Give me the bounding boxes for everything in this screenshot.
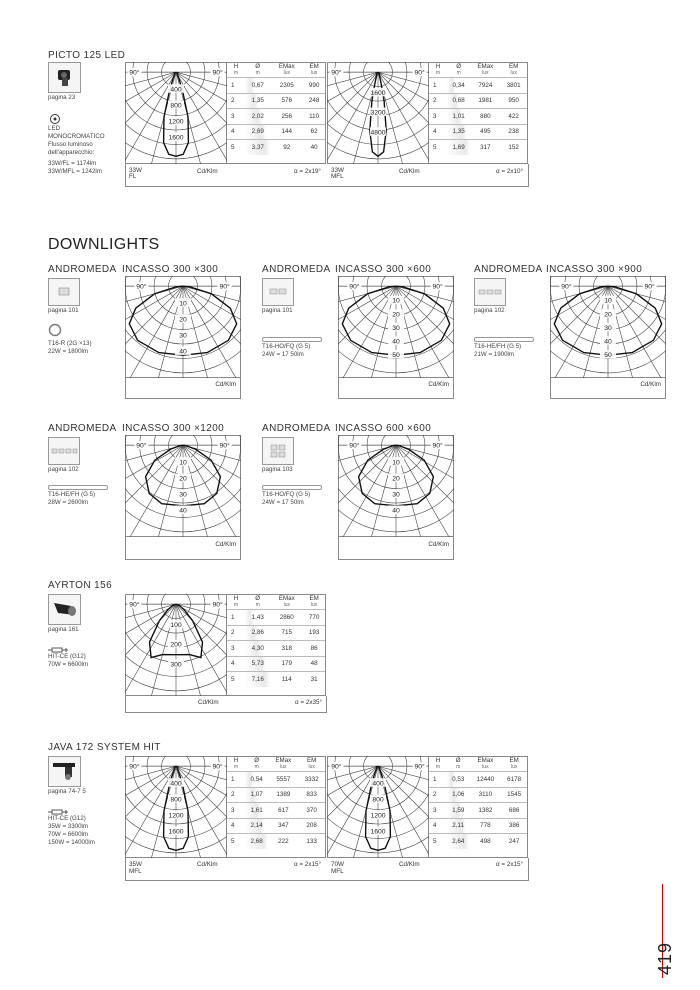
table-cell: 617 bbox=[268, 803, 298, 819]
picto-title: PICTO 125 LED bbox=[48, 50, 126, 61]
table-row bbox=[227, 672, 325, 687]
table-header: H m bbox=[435, 757, 441, 770]
ring-label: 400 bbox=[170, 86, 182, 94]
table-cell: 1382 bbox=[469, 803, 501, 819]
ring-label: 800 bbox=[170, 796, 182, 804]
table-cell: 7924 bbox=[470, 78, 500, 94]
product-name: ANDROMEDA bbox=[262, 423, 331, 434]
angle-label: 90° bbox=[129, 601, 140, 609]
table-cell: 2,68 bbox=[245, 834, 268, 849]
table-cell: 2,64 bbox=[447, 834, 469, 849]
table-row bbox=[429, 818, 527, 834]
table-cell: 3 bbox=[227, 641, 245, 657]
table-cell: 0,53 bbox=[447, 772, 469, 788]
lamp-info: T16-HE/FH (G 5) 28W = 2600lm bbox=[48, 491, 96, 506]
table-cell: 7,16 bbox=[245, 672, 270, 687]
table-cell: 92 bbox=[270, 140, 303, 155]
table-cell: 576 bbox=[270, 93, 303, 109]
table-row bbox=[429, 109, 527, 125]
product-model: INCASSO 300 ×600 bbox=[335, 264, 432, 275]
ring-label: 3200 bbox=[370, 109, 386, 117]
angle-label: 90° bbox=[432, 283, 443, 291]
product-thumbnail bbox=[474, 278, 506, 306]
ring-label: 1200 bbox=[370, 812, 386, 820]
table-cell: 880 bbox=[470, 109, 500, 125]
ring-label: 10 bbox=[604, 297, 612, 305]
table-header: Ø m bbox=[255, 595, 261, 608]
product-model: INCASSO 300 ×1200 bbox=[122, 423, 225, 434]
ring-label: 30 bbox=[392, 491, 400, 499]
angle-label: 90° bbox=[331, 763, 342, 771]
table-header: EM lux bbox=[509, 757, 519, 770]
table-header: EM lux bbox=[307, 757, 317, 770]
table-row bbox=[227, 93, 325, 109]
table-cell: 4 bbox=[227, 656, 245, 672]
table-cell: 248 bbox=[303, 93, 325, 109]
table-header: EMax lux bbox=[278, 63, 295, 76]
diagram-footer: 70W MFL Cd/Klm α = 2x15° bbox=[331, 861, 523, 875]
table-cell: 0,68 bbox=[447, 93, 470, 109]
table-cell: 0,54 bbox=[245, 772, 268, 788]
table-cell: 256 bbox=[270, 109, 303, 125]
diagram-footer: Cd/Klm bbox=[338, 537, 454, 560]
angle-label: 90° bbox=[212, 69, 223, 77]
ring-label: 1600 bbox=[370, 828, 386, 836]
table-cell: 5 bbox=[227, 834, 245, 849]
table-header: EM lux bbox=[309, 595, 319, 608]
table-cell: 1,35 bbox=[447, 124, 470, 140]
table-cell: 3 bbox=[227, 803, 245, 819]
table-row bbox=[227, 803, 325, 819]
table-header: Ø m bbox=[255, 63, 261, 76]
table-header: Ø m bbox=[455, 757, 461, 770]
table-header: H m bbox=[233, 63, 239, 76]
table-header: H m bbox=[233, 595, 239, 608]
product-model: INCASSO 600 ×600 bbox=[335, 423, 432, 434]
table-cell: 318 bbox=[270, 641, 303, 657]
ring-label: 20 bbox=[179, 475, 187, 483]
page-ref: pagina 74-7 5 bbox=[48, 788, 86, 795]
ring-label: 1600 bbox=[168, 134, 184, 142]
table-header: EMax lux bbox=[278, 595, 295, 608]
page-ref: pagina 161 bbox=[48, 626, 79, 633]
product-model: INCASSO 300 ×300 bbox=[122, 264, 219, 275]
table-row bbox=[227, 78, 325, 94]
angle-label: 90° bbox=[129, 763, 140, 771]
table-cell: 247 bbox=[501, 834, 527, 849]
table-cell: 370 bbox=[298, 803, 325, 819]
table-cell: 48 bbox=[303, 656, 325, 672]
table-cell: 110 bbox=[303, 109, 325, 125]
table-cell: 1 bbox=[227, 78, 245, 94]
table-cell: 1 bbox=[227, 772, 245, 788]
table-row bbox=[227, 641, 325, 657]
table-cell: 133 bbox=[298, 834, 325, 849]
ring-label: 10 bbox=[179, 459, 187, 467]
ring-label: 40 bbox=[392, 507, 400, 515]
tube-lamp-icon bbox=[262, 337, 322, 342]
page-ref: pagina 101 bbox=[262, 307, 293, 314]
table-row bbox=[227, 656, 325, 672]
table-cell: 3801 bbox=[500, 78, 527, 94]
table-cell: 5 bbox=[429, 140, 447, 155]
diagram-footer: 33W FL Cd/Klm α = 2x19° bbox=[129, 167, 321, 180]
table-cell: 2 bbox=[227, 625, 245, 641]
diagram-footer: 35W MFL Cd/Klm α = 2x15° bbox=[129, 861, 321, 875]
photometric-table bbox=[227, 756, 326, 858]
table-cell: 4 bbox=[227, 124, 245, 140]
table-header: Ø m bbox=[456, 63, 462, 76]
table-cell: 2305 bbox=[270, 78, 303, 94]
footer-frame bbox=[125, 858, 529, 881]
ring-label: 1600 bbox=[168, 828, 184, 836]
table-cell: 2,69 bbox=[245, 124, 270, 140]
ring-label: 100 bbox=[170, 621, 182, 629]
ring-label: 40 bbox=[392, 338, 400, 346]
polar-diagram bbox=[550, 276, 666, 383]
angle-label: 90° bbox=[349, 442, 360, 450]
ring-label: 10 bbox=[392, 459, 400, 467]
diagram-footer: Cd/Klm bbox=[125, 537, 241, 560]
ring-label: 300 bbox=[170, 661, 182, 669]
table-cell: 6178 bbox=[501, 772, 527, 788]
diagram-footer: Cd/Klm bbox=[125, 378, 241, 399]
picto-led-info: LED MONOCROMATICO Flusso luminoso dell'apparecchio: bbox=[48, 125, 105, 156]
ring-label: 30 bbox=[604, 324, 612, 332]
ring-label: 30 bbox=[179, 491, 187, 499]
table-cell: 2,86 bbox=[245, 625, 270, 641]
table-cell: 4 bbox=[429, 818, 447, 834]
table-header: H m bbox=[435, 63, 441, 76]
angle-label: 90° bbox=[129, 69, 140, 77]
ring-label: 30 bbox=[179, 332, 187, 340]
page-ref: pagina 101 bbox=[48, 307, 79, 314]
table-row bbox=[227, 834, 325, 849]
angle-label: 90° bbox=[561, 283, 572, 291]
table-cell: 152 bbox=[500, 140, 527, 155]
ring-label: 1600 bbox=[370, 89, 386, 97]
ring-label: 20 bbox=[392, 475, 400, 483]
ring-label: 40 bbox=[604, 338, 612, 346]
table-cell: 1,07 bbox=[245, 787, 268, 803]
table-header: EM lux bbox=[509, 63, 519, 76]
ring-label: 1200 bbox=[168, 812, 184, 820]
table-header: EMax lux bbox=[275, 757, 292, 770]
table-cell: 31 bbox=[303, 672, 325, 687]
table-cell: 2 bbox=[429, 787, 447, 803]
table-cell: 5557 bbox=[268, 772, 298, 788]
table-cell: 5 bbox=[227, 140, 245, 155]
table-cell: 686 bbox=[501, 803, 527, 819]
product-thumbnail bbox=[262, 278, 294, 306]
polar-diagram bbox=[327, 756, 429, 863]
photometric-table bbox=[429, 756, 528, 858]
ring-label: 800 bbox=[372, 796, 384, 804]
angle-label: 90° bbox=[349, 283, 360, 291]
table-cell: 4 bbox=[227, 818, 245, 834]
table-cell: 40 bbox=[303, 140, 325, 155]
product-name: ANDROMEDA bbox=[48, 264, 117, 275]
table-cell: 193 bbox=[303, 625, 325, 641]
product-name: ANDROMEDA bbox=[474, 264, 543, 275]
table-row bbox=[429, 803, 527, 819]
table-cell: 2 bbox=[227, 93, 245, 109]
table-cell: 1,01 bbox=[447, 109, 470, 125]
lamp-info: T16-HE/FH (G 5) 21W = 1900lm bbox=[474, 343, 522, 358]
angle-label: 90° bbox=[432, 442, 443, 450]
table-cell: 5 bbox=[227, 672, 245, 687]
footer-frame bbox=[125, 164, 529, 187]
table-cell: 0,67 bbox=[245, 78, 270, 94]
ayrton-title: AYRTON 156 bbox=[48, 580, 113, 591]
table-row bbox=[429, 787, 527, 803]
table-row bbox=[429, 140, 527, 155]
ring-label: 40 bbox=[179, 348, 187, 356]
photometric-table bbox=[227, 594, 326, 696]
ring-label: 200 bbox=[170, 641, 182, 649]
table-row bbox=[227, 787, 325, 803]
table-row bbox=[227, 772, 325, 788]
polar-diagram bbox=[125, 594, 227, 701]
table-cell: 950 bbox=[500, 93, 527, 109]
section-title: DOWNLIGHTS bbox=[48, 236, 160, 253]
table-cell: 208 bbox=[298, 818, 325, 834]
table-cell: 4 bbox=[429, 124, 447, 140]
tube-lamp-icon bbox=[474, 337, 534, 342]
polar-diagram bbox=[327, 62, 429, 169]
lamp-info: T16-HO/FQ (G 5) 24W = 17 50lm bbox=[262, 491, 311, 506]
table-cell: 3,37 bbox=[245, 140, 270, 155]
ring-label: 1200 bbox=[168, 118, 184, 126]
table-cell: 715 bbox=[270, 625, 303, 641]
table-header: EM lux bbox=[309, 63, 319, 76]
polar-diagram bbox=[125, 435, 241, 542]
table-cell: 770 bbox=[303, 610, 325, 626]
lamp-info: HIT-CE (G12) 35W = 3300lm 70W = 6600lm 150W = 14000lm bbox=[48, 815, 95, 846]
table-cell: 179 bbox=[270, 656, 303, 672]
polar-diagram bbox=[125, 62, 227, 169]
table-cell: 1389 bbox=[268, 787, 298, 803]
diagram-footer: Cd/Klm bbox=[338, 378, 454, 399]
polar-diagram bbox=[125, 276, 241, 383]
table-cell: 1 bbox=[429, 772, 447, 788]
ayrton-thumbnail bbox=[48, 594, 81, 625]
polar-diagram bbox=[338, 276, 454, 383]
table-cell: 2 bbox=[429, 93, 447, 109]
table-cell: 1 bbox=[227, 610, 245, 626]
ring-label: 400 bbox=[372, 780, 384, 788]
angle-label: 90° bbox=[219, 442, 230, 450]
ring-label: 800 bbox=[170, 102, 182, 110]
angle-label: 90° bbox=[414, 69, 425, 77]
table-header: H m bbox=[233, 757, 239, 770]
angle-label: 90° bbox=[136, 442, 147, 450]
diagram-footer: Cd/Klm α = 2x35° bbox=[125, 696, 327, 713]
java-title: JAVA 172 SYSTEM HIT bbox=[48, 742, 161, 753]
table-cell: 3110 bbox=[469, 787, 501, 803]
table-cell: 778 bbox=[469, 818, 501, 834]
table-row bbox=[227, 625, 325, 641]
table-row bbox=[429, 834, 527, 849]
photometric-table bbox=[429, 62, 528, 164]
ring-label: 4800 bbox=[370, 129, 386, 137]
table-row bbox=[227, 610, 325, 626]
table-cell: 1,43 bbox=[245, 610, 270, 626]
table-cell: 86 bbox=[303, 641, 325, 657]
table-cell: 144 bbox=[270, 124, 303, 140]
photometric-table bbox=[227, 62, 326, 164]
ring-label: 40 bbox=[179, 507, 187, 515]
diagram-footer: Cd/Klm bbox=[550, 378, 666, 399]
table-header: EMax lux bbox=[477, 63, 494, 76]
lamp-info: T16-HO/FQ (G 5) 24W = 17 50lm bbox=[262, 343, 311, 358]
ring-label: 10 bbox=[179, 300, 187, 308]
ring-label: 400 bbox=[170, 780, 182, 788]
table-cell: 3 bbox=[429, 803, 447, 819]
table-row bbox=[227, 109, 325, 125]
table-row bbox=[227, 124, 325, 140]
table-row bbox=[227, 140, 325, 155]
table-cell: 114 bbox=[270, 672, 303, 687]
table-row bbox=[429, 78, 527, 94]
table-row bbox=[227, 818, 325, 834]
polar-diagram bbox=[125, 756, 227, 863]
table-cell: 1,69 bbox=[447, 140, 470, 155]
table-cell: 317 bbox=[470, 140, 500, 155]
angle-label: 90° bbox=[136, 283, 147, 291]
table-cell: 1,06 bbox=[447, 787, 469, 803]
table-row bbox=[429, 772, 527, 788]
ring-label: 20 bbox=[604, 311, 612, 319]
table-cell: 2,02 bbox=[245, 109, 270, 125]
table-cell: 222 bbox=[268, 834, 298, 849]
table-cell: 495 bbox=[470, 124, 500, 140]
table-header: Ø m bbox=[254, 757, 260, 770]
table-cell: 833 bbox=[298, 787, 325, 803]
table-cell: 1,61 bbox=[245, 803, 268, 819]
java-thumbnail bbox=[48, 756, 81, 787]
table-cell: 990 bbox=[303, 78, 325, 94]
table-cell: 1,59 bbox=[447, 803, 469, 819]
product-thumbnail bbox=[48, 278, 80, 306]
product-thumbnail bbox=[48, 437, 80, 465]
table-cell: 347 bbox=[268, 818, 298, 834]
angle-label: 90° bbox=[331, 69, 342, 77]
table-cell: 3 bbox=[429, 109, 447, 125]
angle-label: 90° bbox=[212, 763, 223, 771]
product-name: ANDROMEDA bbox=[48, 423, 117, 434]
polar-diagram bbox=[338, 435, 454, 542]
table-cell: 5 bbox=[429, 834, 447, 849]
angle-label: 90° bbox=[212, 601, 223, 609]
page-ref: pagina 102 bbox=[474, 307, 505, 314]
table-cell: 1 bbox=[429, 78, 447, 94]
product-name: ANDROMEDA bbox=[262, 264, 331, 275]
table-cell: 12440 bbox=[469, 772, 501, 788]
ring-label: 20 bbox=[179, 316, 187, 324]
table-cell: 5,73 bbox=[245, 656, 270, 672]
table-cell: 0,34 bbox=[447, 78, 470, 94]
picto-flux: 33W/FL = 1174lm 33W/MFL = 1242lm bbox=[48, 160, 102, 175]
tube-lamp-icon bbox=[48, 485, 108, 490]
page-ref: pagina 103 bbox=[262, 466, 293, 473]
product-model: INCASSO 300 ×900 bbox=[546, 264, 643, 275]
angle-label: 90° bbox=[219, 283, 230, 291]
table-row bbox=[429, 124, 527, 140]
ring-label: 50 bbox=[604, 351, 612, 359]
diagram-footer: 33W MFL Cd/Klm α = 2x10° bbox=[331, 167, 523, 180]
ring-label: 10 bbox=[392, 297, 400, 305]
ring-label: 20 bbox=[392, 311, 400, 319]
picto-thumbnail bbox=[48, 62, 81, 93]
lamp-info: T16-R (2G ×13) 22W = 1800lm bbox=[48, 340, 92, 355]
table-cell: 2860 bbox=[270, 610, 303, 626]
table-cell: 386 bbox=[501, 818, 527, 834]
page-number: 419 bbox=[655, 941, 675, 975]
table-cell: 3332 bbox=[298, 772, 325, 788]
tube-lamp-icon bbox=[262, 485, 322, 490]
table-cell: 422 bbox=[500, 109, 527, 125]
lamp-info: HIT-CE (G12) 70W = 6600lm bbox=[48, 653, 89, 668]
table-cell: 1545 bbox=[501, 787, 527, 803]
ring-label: 50 bbox=[392, 351, 400, 359]
angle-label: 90° bbox=[414, 763, 425, 771]
table-cell: 238 bbox=[500, 124, 527, 140]
table-cell: 1,35 bbox=[245, 93, 270, 109]
table-cell: 2,14 bbox=[245, 818, 268, 834]
page-ref: pagina 102 bbox=[48, 466, 79, 473]
table-header: EMax lux bbox=[477, 757, 494, 770]
table-cell: 2 bbox=[227, 787, 245, 803]
ring-label: 30 bbox=[392, 324, 400, 332]
picto-page-ref: pagina 23 bbox=[48, 94, 76, 101]
table-cell: 2,11 bbox=[447, 818, 469, 834]
table-cell: 1981 bbox=[470, 93, 500, 109]
table-cell: 4,30 bbox=[245, 641, 270, 657]
product-thumbnail bbox=[262, 437, 294, 465]
table-cell: 498 bbox=[469, 834, 501, 849]
table-cell: 62 bbox=[303, 124, 325, 140]
table-row bbox=[429, 93, 527, 109]
table-cell: 3 bbox=[227, 109, 245, 125]
angle-label: 90° bbox=[644, 283, 655, 291]
